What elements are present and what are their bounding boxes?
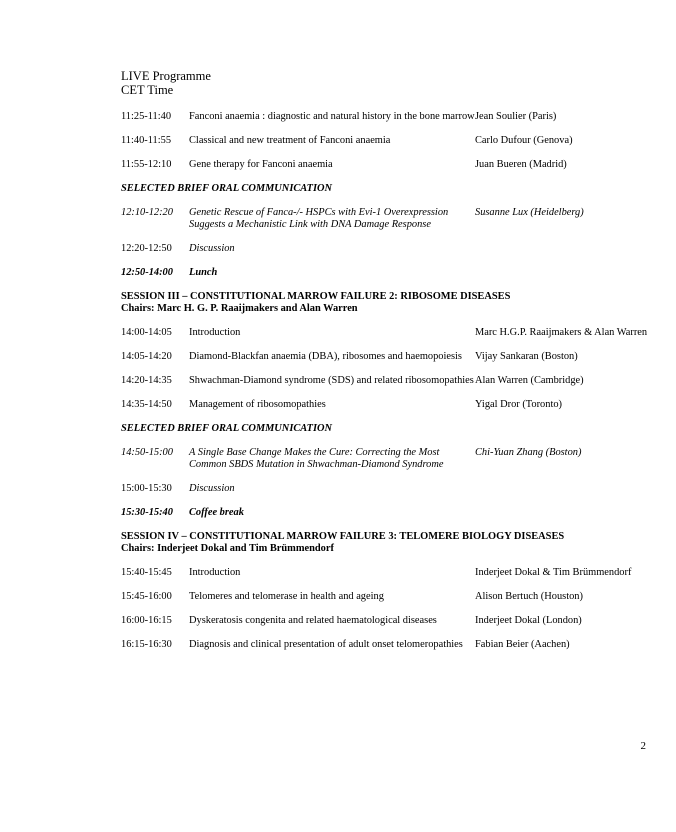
- schedule-row: [121, 351, 651, 363]
- schedule-row: [121, 483, 651, 495]
- time-slot: 14:00-14:05: [121, 327, 172, 338]
- session-heading: [121, 531, 651, 555]
- schedule-row: [121, 507, 651, 519]
- section-heading: SELECTED BRIEF ORAL COMMUNICATION: [121, 183, 333, 194]
- talk-title: Shwachman-Diamond syndrome (SDS) and related ribosomopathies: [189, 375, 474, 386]
- schedule: [121, 111, 651, 651]
- speaker: Alison Bertuch (Houston): [475, 591, 583, 602]
- session-chairs: Chairs: Marc H. G. P. Raaijmakers and Alan Warren: [121, 303, 358, 314]
- speaker: Alan Warren (Cambridge): [475, 375, 584, 386]
- time-slot: 15:45-16:00: [121, 591, 172, 602]
- talk-title: Classical and new treatment of Fanconi anaemia: [189, 135, 391, 146]
- header-title: LIVE Programme: [121, 69, 211, 83]
- talk-title: Discussion: [189, 243, 235, 254]
- talk-title: Fanconi anaemia : diagnostic and natural history in the bone marrow: [189, 111, 475, 122]
- schedule-row: [121, 615, 651, 627]
- page-number: 2: [640, 740, 646, 752]
- speaker: [475, 483, 651, 495]
- programme-header: [121, 69, 651, 97]
- schedule-row: [121, 111, 651, 123]
- session-title: SESSION IV – CONSTITUTIONAL MARROW FAILURE 3: TELOMERE BIOLOGY DISEASES: [121, 531, 565, 542]
- talk-title: Gene therapy for Fanconi anaemia: [189, 159, 333, 170]
- schedule-row: [121, 399, 651, 411]
- programme-page: [121, 69, 651, 663]
- schedule-row: [121, 159, 651, 171]
- time-slot: 16:15-16:30: [121, 639, 172, 650]
- schedule-row: [121, 567, 651, 579]
- schedule-row: [121, 267, 651, 279]
- talk-title: Introduction: [189, 327, 241, 338]
- header-timezone: CET Time: [121, 83, 174, 97]
- time-slot: 15:00-15:30: [121, 483, 172, 494]
- section-heading: SELECTED BRIEF ORAL COMMUNICATION: [121, 423, 333, 434]
- schedule-row: [121, 591, 651, 603]
- talk-title: Discussion: [189, 483, 235, 494]
- time-slot: 14:50-15:00: [121, 447, 173, 458]
- schedule-row: [121, 447, 651, 471]
- speaker: Vijay Sankaran (Boston): [475, 351, 578, 362]
- time-slot: 14:20-14:35: [121, 375, 172, 386]
- schedule-row: [121, 135, 651, 147]
- session-title: SESSION III – CONSTITUTIONAL MARROW FAILURE 2: RIBOSOME DISEASES: [121, 291, 511, 302]
- speaker: Marc H.G.P. Raaijmakers & Alan Warren: [475, 327, 648, 338]
- talk-title: Management of ribosomopathies: [189, 399, 326, 410]
- talk-title: Introduction: [189, 567, 241, 578]
- talk-title: Lunch: [189, 267, 218, 278]
- speaker: Fabian Beier (Aachen): [475, 639, 570, 650]
- speaker: [475, 267, 651, 279]
- speaker: Inderjeet Dokal & Tim Brümmendorf: [475, 567, 632, 578]
- speaker: Carlo Dufour (Genova): [475, 135, 573, 146]
- time-slot: 16:00-16:15: [121, 615, 172, 626]
- time-slot: 11:25-11:40: [121, 111, 172, 122]
- time-slot: 15:30-15:40: [121, 507, 173, 518]
- time-slot: 11:40-11:55: [121, 135, 172, 146]
- talk-title: Dyskeratosis congenita and related haematological diseases: [189, 615, 437, 626]
- talk-title: Coffee break: [189, 507, 244, 518]
- speaker: [475, 243, 651, 255]
- talk-title: Diagnosis and clinical presentation of adult onset telomeropathies: [189, 639, 463, 650]
- time-slot: 11:55-12:10: [121, 159, 172, 170]
- speaker: Jean Soulier (Paris): [475, 111, 557, 122]
- time-slot: 14:35-14:50: [121, 399, 172, 410]
- speaker: Juan Bueren (Madrid): [475, 159, 567, 170]
- time-slot: 15:40-15:45: [121, 567, 172, 578]
- speaker: [475, 507, 651, 519]
- schedule-row: [121, 207, 651, 231]
- schedule-row: [121, 639, 651, 651]
- speaker: Inderjeet Dokal (London): [475, 615, 582, 626]
- schedule-row: [121, 243, 651, 255]
- speaker: Chi-Yuan Zhang (Boston): [475, 447, 582, 458]
- speaker: Yigal Dror (Toronto): [475, 399, 562, 410]
- speaker: Susanne Lux (Heidelberg): [475, 207, 584, 218]
- talk-title: Genetic Rescue of Fanca-/- HSPCs with Evi-1 Overexpression Suggests a Mechanistic Link with DNA Damage Response: [189, 207, 449, 230]
- schedule-row: [121, 327, 651, 339]
- time-slot: 14:05-14:20: [121, 351, 172, 362]
- talk-title: Diamond-Blackfan anaemia (DBA), ribosomes and haemopoiesis: [189, 351, 462, 362]
- time-slot: 12:20-12:50: [121, 243, 172, 254]
- talk-title: Telomeres and telomerase in health and ageing: [189, 591, 384, 602]
- time-slot: 12:50-14:00: [121, 267, 173, 278]
- schedule-row: [121, 375, 651, 387]
- time-slot: 12:10-12:20: [121, 207, 173, 218]
- session-heading: [121, 291, 651, 315]
- session-chairs: Chairs: Inderjeet Dokal and Tim Brümmendorf: [121, 543, 334, 554]
- talk-title: A Single Base Change Makes the Cure: Correcting the Most Common SBDS Mutation in Shwachman-Diamond Syndrome: [189, 447, 444, 470]
